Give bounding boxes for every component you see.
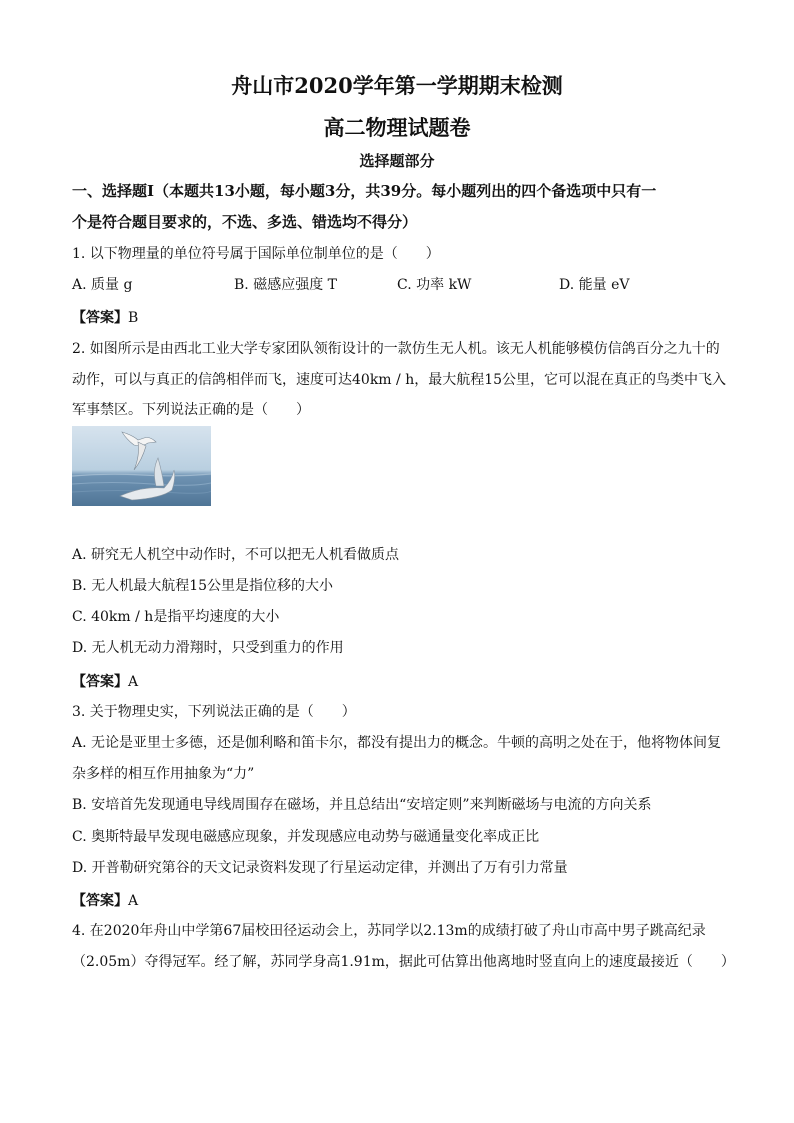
answer-tag: 【答案】	[72, 893, 128, 909]
q3-option-a-line2: 杂多样的相互作用抽象为“力”	[72, 766, 255, 782]
part-heading-line2: 个是符合题目要求的，不选、多选、错选均不得分）	[72, 213, 418, 231]
section-title: 选择题部分	[359, 152, 435, 170]
q2-option-c: C. 40km / h是指平均速度的大小	[72, 609, 280, 625]
answer-value: B	[128, 310, 139, 326]
q1-option-a: A. 质量 g	[72, 277, 133, 293]
q2-answer	[72, 671, 138, 691]
q1-option-d: D. 能量 eV	[559, 277, 630, 293]
exam-title: 舟山市2020学年第一学期期末检测	[231, 73, 563, 98]
q2-option-a: A. 研究无人机空中动作时，不可以把无人机看做质点	[72, 547, 400, 563]
q2-stem-line2: 动作，可以与真正的信鸽相伴而飞，速度可达40km / h，最大航程15公里，它可以混在真正的鸟类中飞入	[72, 372, 727, 388]
answer-value: A	[128, 674, 139, 690]
q2-stem-line1: 2. 如图所示是由西北工业大学专家团队领衔设计的一款仿生无人机。该无人机能够模仿信鸽百分之九十的	[72, 341, 720, 357]
q3-option-b: B. 安培首先发现通电导线周围存在磁场，并且总结出“安培定则”来判断磁场与电流的方向关系	[72, 797, 652, 813]
q3-option-a-line1: A. 无论是亚里士多德，还是伽利略和笛卡尔，都没有提出力的概念。牛顿的高明之处在于，他将物体间复	[72, 735, 722, 751]
answer-tag: 【答案】	[72, 674, 128, 690]
q2-option-d: D. 无人机无动力滑翔时，只受到重力的作用	[72, 640, 344, 656]
q4-stem-line2: （2.05m）夺得冠军。经了解，苏同学身高1.91m，据此可估算出他离地时竖直向上的速度最接近（ ）	[72, 954, 735, 970]
q4-stem-line1: 4. 在2020年舟山中学第67届校田径运动会上，苏同学以2.13m的成绩打破了舟山市高中男子跳高纪录	[72, 923, 706, 939]
q2-option-b: B. 无人机最大航程15公里是指位移的大小	[72, 578, 334, 594]
drone-bird-photo	[72, 426, 211, 506]
q1-option-b: B. 磁感应强度 T	[234, 277, 337, 293]
answer-value: A	[128, 893, 139, 909]
answer-tag: 【答案】	[72, 310, 128, 326]
q1-stem: 1. 以下物理量的单位符号属于国际单位制单位的是（ ）	[72, 246, 440, 262]
exam-subtitle: 高二物理试题卷	[323, 115, 471, 140]
q1-option-c: C. 功率 kW	[397, 277, 472, 293]
q3-option-c: C. 奥斯特最早发现电磁感应现象，并发现感应电动势与磁通量变化率成正比	[72, 829, 540, 845]
part-heading-line1: 一、选择题Ⅰ（本题共13小题，每小题3分，共39分。每小题列出的四个备选项中只有一	[72, 182, 657, 200]
q1-answer	[72, 307, 138, 327]
q2-stem-line3: 军事禁区。下列说法正确的是（ ）	[72, 402, 310, 418]
q3-stem: 3. 关于物理史实，下列说法正确的是（ ）	[72, 704, 356, 720]
q3-answer	[72, 890, 138, 910]
q3-option-d: D. 开普勒研究第谷的天文记录资料发现了行星运动定律，并测出了万有引力常量	[72, 860, 568, 876]
